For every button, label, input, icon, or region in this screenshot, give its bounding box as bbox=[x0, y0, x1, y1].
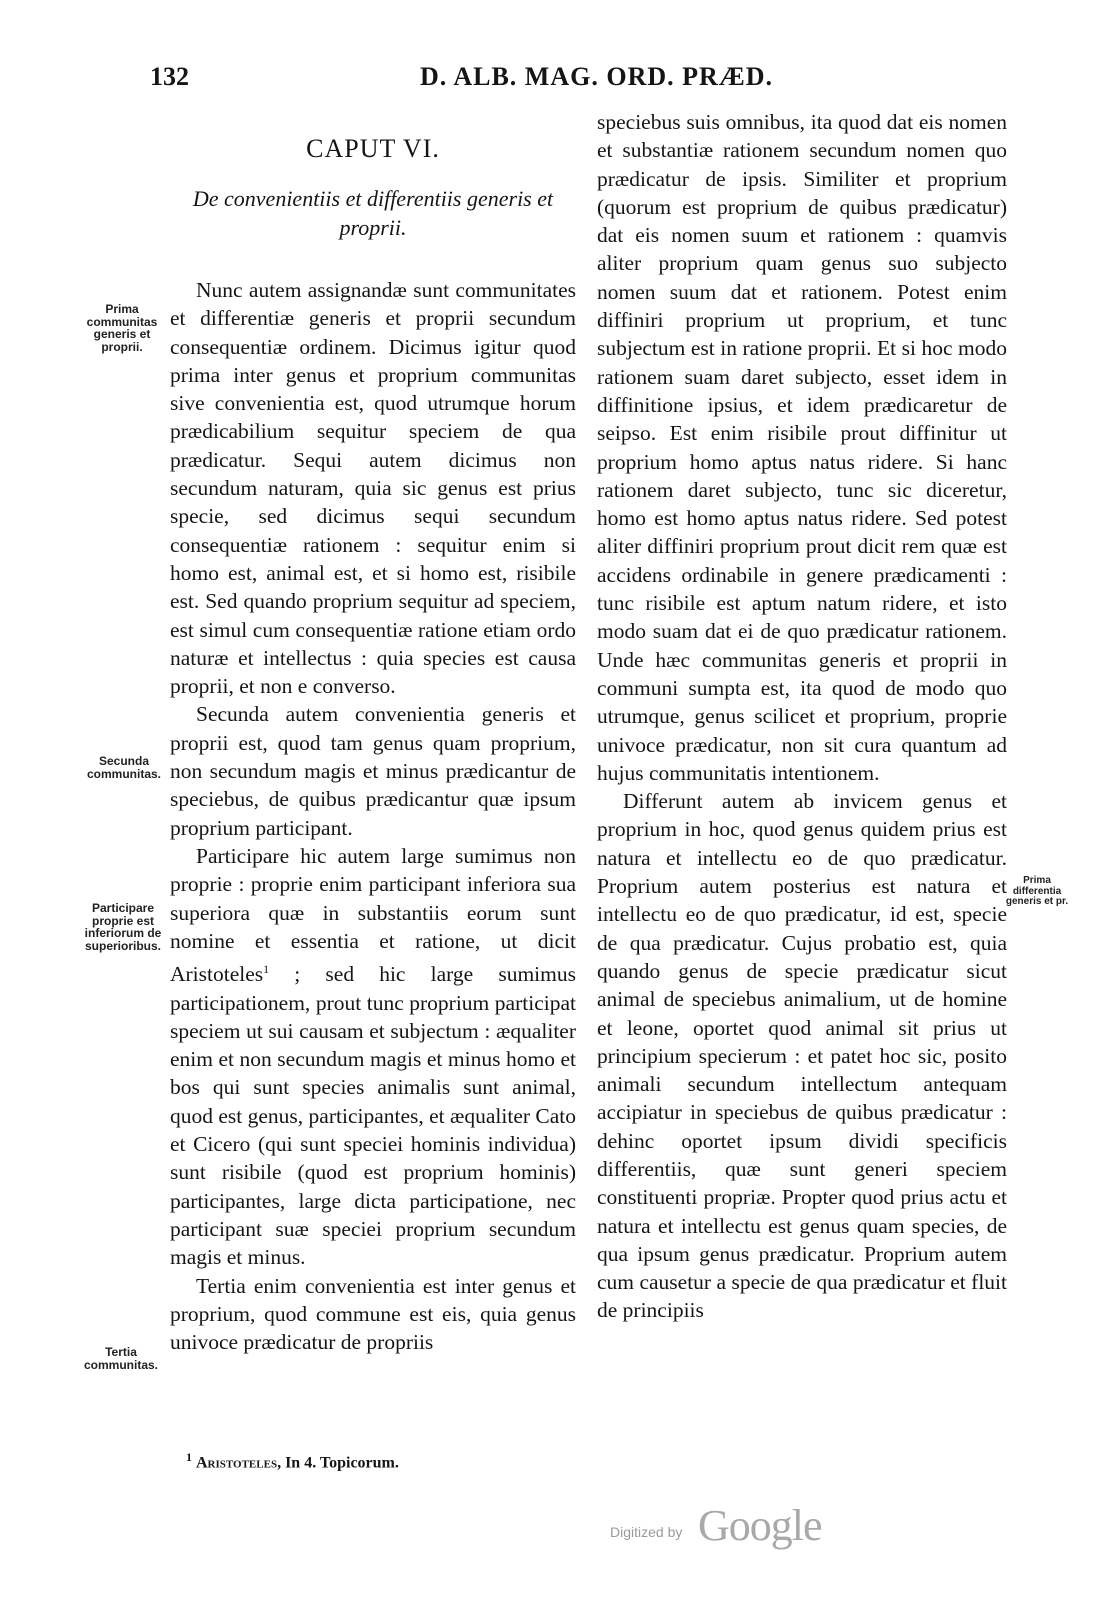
footnote-author: Aristoteles bbox=[196, 1454, 278, 1472]
footnote-marker: 1 bbox=[186, 1450, 192, 1464]
running-title: D. ALB. MAG. ORD. PRÆD. bbox=[420, 62, 774, 91]
google-logo: Google bbox=[698, 1501, 822, 1550]
left-column bbox=[170, 100, 576, 1356]
margin-note-tertia-communitas: Tertia communitas. bbox=[83, 1345, 158, 1372]
footnote-reference[interactable]: 1 bbox=[263, 962, 270, 977]
watermark-prefix: Digitized by bbox=[610, 1524, 683, 1540]
digitized-watermark bbox=[610, 1500, 830, 1550]
paragraph-3-part-a: Participare hic autem large sumimus non proprie : proprie enim participant inferiora sua superiora quæ in substantiis eorum sunt nomine et essentia et ratione, ut dicit Aristoteles bbox=[170, 843, 576, 987]
page-header bbox=[0, 62, 1093, 102]
margin-note-prima-differentia: Prima differentia generis et pr. bbox=[1005, 875, 1069, 907]
footnote-text: , In 4. Topicorum. bbox=[277, 1454, 399, 1472]
margin-note-secunda-communitas: Secunda communitas. bbox=[86, 754, 161, 781]
chapter-title: CAPUT VI. bbox=[306, 134, 440, 163]
paragraph-5: speciebus suis omnibus, ita quod dat eis nomen et substantiæ rationem secundum nomen quo prædicatur de ipsis. Similiter et proprium (quorum est proprium de quibus prædicatur) dat eis nomen suum et rationem : quamvis aliter proprium quam genus suo subjecto nomen suum dat et rationem. Potest enim diffiniri proprium ut proprium, et tunc subjectum est in ratione proprii. Et si hoc modo rationem suam daret subjecto, esset idem in diffinitione ipsius, et idem prædicaretur de seipso. Est enim risibile prout diffinitur ut proprium homo aptus natus ridere. Si hanc rationem daret subjecto, tunc sic diceretur, homo est homo aptus natus ridere. Sed potest aliter diffiniri proprium prout dicit rem quæ est accidens ordinabile in genere prædicamenti : tunc risibile est aptum natum ridere, et isto modo suam dat ei de quo prædicatur rationem. Unde hæc communitas generis et proprii in communi sumpta est, ita quod de modo quo utrumque, genus scilicet et proprium, proprie univoce prædicatur, non sit cura quantum ad hujus communitatis intentionem. bbox=[597, 110, 1007, 785]
margin-note-participare: Participare proprie est inferiorum de superioribus. bbox=[84, 901, 162, 953]
paragraph-1: Nunc autem assignandæ sunt communitates et differentiæ generis et proprii secundum consequentiæ ordinem. Dicimus igitur quod prima inter genus et proprium communitas sive convenientia est, quod utrumque horum prædicabilium sequitur speciem de qua prædicatur. Sequi autem dicimus non secundum naturam, quia sic genus est prius specie, sed dicimus sequi secundum consequentiæ rationem : sequitur enim si homo est, animal est, et si homo est, risibile est. Sed quando proprium sequitur ad speciem, est simul cum consequentiæ ratione etiam ordo naturæ et intellectus : quia species est causa proprii, et non e converso. bbox=[170, 278, 576, 699]
paragraph-3 bbox=[170, 842, 576, 1272]
right-column bbox=[597, 108, 1007, 1325]
chapter-subtitle: De convenientiis et differentiis generis et proprii. bbox=[192, 186, 554, 240]
paragraph-6: Differunt autem ab invicem genus et proprium in hoc, quod genus quidem prius est natura et intellectu eo de quo prædicatur. Proprium autem posterius est natura et intellectu eo de quo prædicatur, id est, specie de qua prædicatur. Cujus probatio est, quia quando genus de specie prædicatur sicut animal de speciebus animalium, ut de homine et leone, oportet quod animal sit prius ut principium specierum : et patet hoc sic, posito animali secundum intellectum antequam accipiatur in speciebus de quibus prædicatur : dehinc oportet ipsum dividi specificis differentiis, quæ sunt generi speciem constituenti propriæ. Propter quod prius actu et natura et intellectu est genus quam species, de qua ipsum genus prædicatur. Proprium autem cum causetur a specie de qua prædicatur et fluit de principiis bbox=[597, 789, 1007, 1323]
paragraph-3-part-b: ; sed hic large sumimus participationem, prout tunc proprium participat speciem ut sui causam et subjectum : æqualiter enim et non secundum magis et minus homo et bos qui sunt species animalis sunt animal, quod est genus, participantes, et æqualiter Cato et Cicero (qui sunt speciei hominis individua) sunt risibile (quod est proprium hominis) participantes, large dicta participatione, nec participant suæ speciei proprium secundum magis et minus. bbox=[170, 962, 577, 1270]
footnote bbox=[186, 1450, 399, 1472]
margin-note-prima-communitas: Prima communitas generis et proprii. bbox=[86, 302, 158, 354]
paragraph-2: Secunda autem convenientia generis et proprii est, quod tam genus quam proprium, non secundum magis et minus prædicantur de speciebus, de quibus prædicantur quæ ipsum proprium participant. bbox=[170, 702, 576, 840]
page-number: 132 bbox=[150, 62, 189, 91]
paragraph-4: Tertia enim convenientia est inter genus et proprium, quod commune est eis, quia genus univoce prædicatur de propriis bbox=[170, 1273, 576, 1355]
